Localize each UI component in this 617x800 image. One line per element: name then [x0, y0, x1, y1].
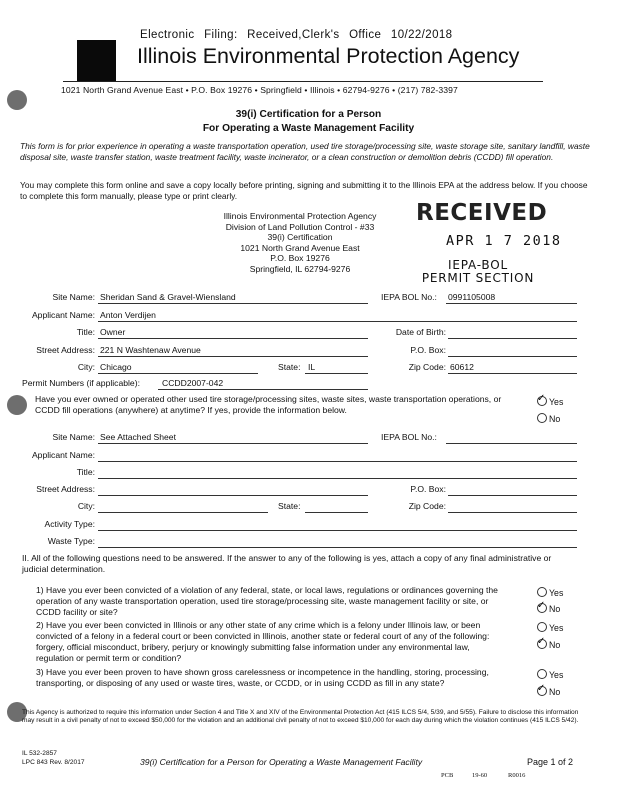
- permit-value[interactable]: CCDD2007-042: [162, 378, 224, 388]
- permit-line: [158, 389, 368, 390]
- site-name-label: Site Name:: [52, 292, 95, 302]
- site-name-value[interactable]: Sheridan Sand & Gravel-Wiensland: [100, 292, 236, 302]
- zip2-line: [448, 512, 577, 513]
- q3-yes-option[interactable]: [537, 669, 563, 680]
- city-line: [98, 373, 258, 374]
- state-label: State:: [278, 362, 301, 372]
- pcb-page: R0016: [508, 772, 526, 779]
- q3-no-option[interactable]: [537, 686, 560, 697]
- stamp-bol: IEPA-BOL: [448, 258, 508, 272]
- site2-name-value[interactable]: See Attached Sheet: [100, 432, 176, 442]
- q2-yes-option[interactable]: [537, 622, 563, 633]
- operated-no-radio[interactable]: [537, 413, 547, 423]
- zip2-label: Zip Code:: [408, 501, 446, 511]
- q2-no-radio[interactable]: [537, 639, 547, 649]
- stamp-section: PERMIT SECTION: [421, 271, 535, 285]
- q1-no-option[interactable]: [537, 603, 560, 614]
- city-label: City:: [77, 362, 95, 372]
- activity-label: Activity Type:: [44, 519, 95, 529]
- applicant2-label: Applicant Name:: [31, 450, 95, 460]
- street-line: [98, 356, 368, 357]
- q2-no-option[interactable]: [537, 639, 560, 650]
- operated-yes-label: Yes: [549, 397, 564, 407]
- city2-label: City:: [77, 501, 95, 511]
- site-name-line: [98, 303, 368, 304]
- zip-value[interactable]: 60612: [450, 362, 474, 372]
- bol-label: IEPA BOL No.:: [381, 292, 437, 302]
- mailing-line: 39(i) Certification: [267, 232, 333, 243]
- operated-yes-option[interactable]: [537, 396, 563, 407]
- city-value[interactable]: Chicago: [100, 362, 132, 372]
- part2-intro: II. All of the following questions need to be answered. If the answer to any of the following is yes, attach a copy of any final administrative or judicial determination.: [22, 553, 552, 574]
- agency-logo: [77, 40, 116, 82]
- state-value[interactable]: IL: [308, 362, 316, 372]
- form-title-1: 39(i) Certification for a Person: [235, 109, 382, 120]
- zip-label: Zip Code:: [408, 362, 446, 372]
- pobox2-line: [448, 495, 577, 496]
- site2-name-label: Site Name:: [52, 432, 95, 442]
- title2-line: [98, 478, 577, 479]
- q1-yes-option[interactable]: [537, 587, 563, 598]
- form-title-2: For Operating a Waste Management Facility: [202, 123, 415, 134]
- street-label: Street Address:: [36, 345, 95, 355]
- header-rule: [63, 81, 543, 82]
- pcb-docket: 19-60: [472, 772, 488, 779]
- q1-yes-label: Yes: [549, 588, 564, 598]
- intro-plain: You may complete this form online and save a copy locally before printing, signing and submitting it to the Illinois EPA at the address below. If you choose to complete this form manually, please type or print clearly.: [20, 180, 588, 201]
- q1-no-radio[interactable]: [537, 603, 547, 613]
- permit-label: Permit Numbers (if applicable):: [22, 378, 140, 388]
- received-stamp: RECEIVED: [416, 200, 548, 226]
- q3-yes-radio[interactable]: [537, 669, 547, 679]
- title-value[interactable]: Owner: [100, 327, 126, 337]
- form-number-2: LPC 843 Rev. 8/2017: [22, 759, 85, 766]
- street2-label: Street Address:: [36, 484, 95, 494]
- zip-line: [448, 373, 577, 374]
- question-3: 3) Have you ever been proven to have shown gross carelessness or incompetence in the handling, storing, processing, transporting, or disposing of any used or waste tires, waste, or CCDD, or in using CCDD as fill in any state?: [36, 667, 489, 688]
- question-1: 1) Have you ever been convicted of a violation of any federal, state, or local laws, regulations or ordinances governing the operation of any waste transportation operation, used tire storage/processing site, waste management facility or site, or CCDD facility or site?: [36, 585, 498, 617]
- mailing-address: [190, 211, 410, 275]
- operated-yes-radio[interactable]: [537, 396, 547, 406]
- pobox2-label: P.O. Box:: [410, 484, 446, 494]
- intro-italic: This form is for prior experience in operating a waste transportation operation, used tire storage/processing site, waste storage site, sanitary landfill, waste disposal site, waste transfer station, waste treatment facility, waste incinerator, or a clean construction or demolition debris (CCDD) fill operation.: [20, 141, 590, 162]
- operated-no-label: No: [549, 414, 561, 424]
- state-line: [305, 373, 368, 374]
- filing-header: Electronic Filing: Received,Clerk's Office 10/22/2018: [140, 29, 453, 41]
- street2-line: [98, 495, 368, 496]
- title-line: [98, 338, 368, 339]
- bol-value[interactable]: 0991105008: [448, 292, 496, 302]
- operated-question: Have you ever owned or operated other used tire storage/processing sites, waste sites, waste transportation operations, or CCDD fill operations (anywhere) at anytime? If yes, provide the information below.: [35, 394, 502, 415]
- applicant2-line: [98, 461, 577, 462]
- question-2: 2) Have you ever been convicted in Illinois or any other state of any crime which is a felony under Illinois law, or been convicted of a felony in a federal court or been convicted in Illinois, another state or federal court of any of the following: forgery, official misconduct, bribery, perjury or knowingly submitting false information under any environmental law, regulation or permit term or condition?: [36, 620, 490, 663]
- q2-yes-label: Yes: [549, 623, 564, 633]
- agency-address: 1021 North Grand Avenue East • P.O. Box 19276 • Springfield • Illinois • 62794-9276 • (217) 782-3397: [61, 85, 458, 95]
- punch-hole-middle: [7, 395, 27, 415]
- mailing-line: P.O. Box 19276: [270, 253, 330, 264]
- mailing-line: Springfield, IL 62794-9276: [249, 263, 351, 274]
- q2-no-label: No: [549, 640, 561, 650]
- agency-name: Illinois Environmental Protection Agency: [137, 44, 520, 68]
- applicant-label: Applicant Name:: [31, 310, 95, 320]
- page-number: Page 1 of 2: [527, 757, 574, 767]
- dob-label: Date of Birth:: [395, 327, 446, 337]
- q3-yes-label: Yes: [549, 670, 564, 680]
- street-value[interactable]: 221 N Washtenaw Avenue: [100, 345, 201, 355]
- activity-line: [98, 530, 577, 531]
- q1-yes-radio[interactable]: [537, 587, 547, 597]
- q3-no-radio[interactable]: [537, 686, 547, 696]
- mailing-line: Division of Land Pollution Control - #33: [225, 221, 375, 232]
- title-label: Title:: [76, 327, 95, 337]
- city2-line: [98, 512, 268, 513]
- q1-no-label: No: [549, 604, 561, 614]
- authority-note: This Agency is authorized to require this information under Section 4 and Title X and XIV of the Environmental Protection Act (415 ILCS 5/4, 5/39, and 5/55). Failure to disclose this information may result in a civil penalty of not to exceed $50,000 for the violation and an additional civil penalty of not to exceed $10,000 for each day during which the violation continues (415 ILCS 5/42).: [22, 709, 579, 724]
- operated-no-option[interactable]: [537, 413, 560, 424]
- pobox-label: P.O. Box:: [410, 345, 446, 355]
- waste-label: Waste Type:: [47, 536, 95, 546]
- bol-line: [446, 303, 577, 304]
- received-date: APR 1 7 2018: [446, 233, 562, 249]
- q2-yes-radio[interactable]: [537, 622, 547, 632]
- site2-name-line: [98, 443, 368, 444]
- form-number-1: IL 532-2857: [22, 750, 57, 757]
- mailing-line: Illinois Environmental Protection Agency: [223, 211, 377, 221]
- applicant-line: [98, 321, 577, 322]
- waste-line: [98, 547, 577, 548]
- bol2-label: IEPA BOL No.:: [381, 432, 437, 442]
- applicant-value[interactable]: Anton Verdijen: [100, 310, 156, 320]
- pobox-line: [448, 356, 577, 357]
- dob-line: [448, 338, 577, 339]
- state2-line: [305, 512, 368, 513]
- q3-no-label: No: [549, 687, 561, 697]
- title2-label: Title:: [76, 467, 95, 477]
- footer-title: 39(i) Certification for a Person for Operating a Waste Management Facility: [140, 757, 423, 767]
- state2-label: State:: [278, 501, 301, 511]
- punch-hole-top: [7, 90, 27, 110]
- mailing-line: 1021 North Grand Avenue East: [240, 242, 360, 253]
- permit-section-stamp: [418, 259, 538, 285]
- pcb-label: PCB: [441, 772, 454, 779]
- bol2-line: [446, 443, 577, 444]
